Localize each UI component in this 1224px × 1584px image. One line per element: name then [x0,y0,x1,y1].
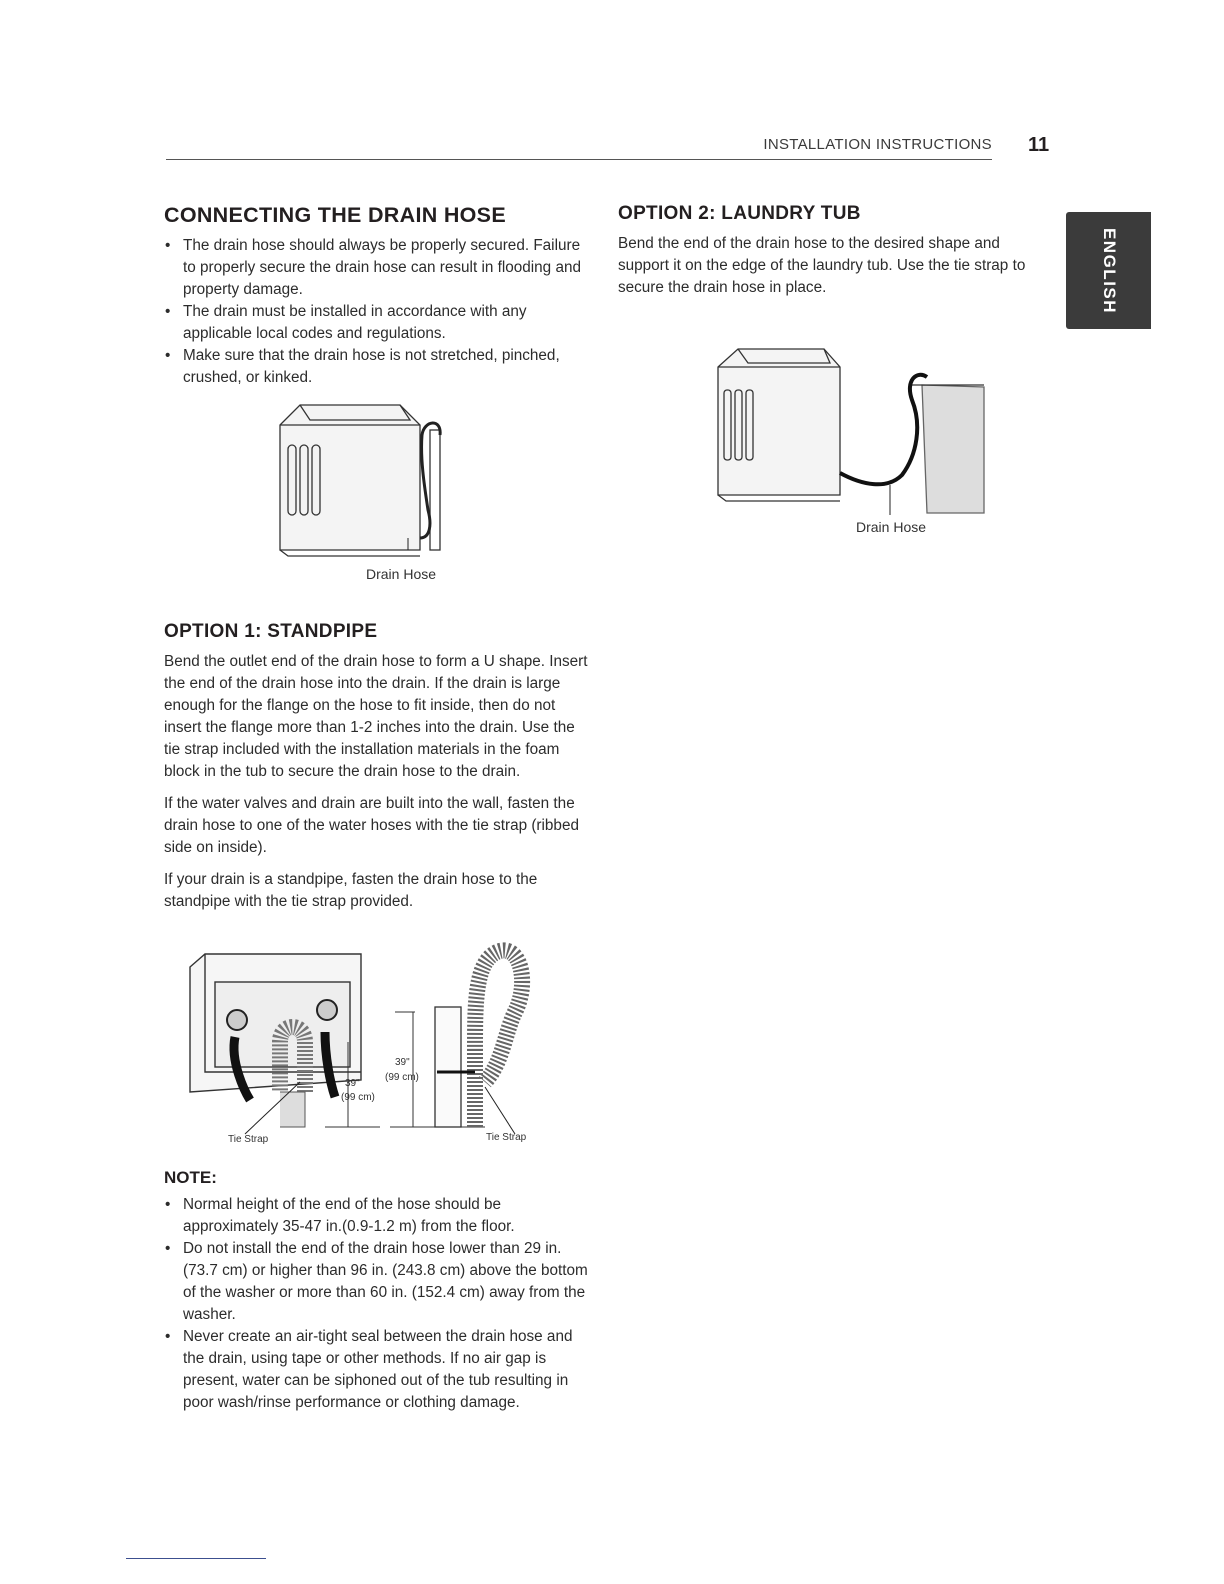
note-title: NOTE: [164,1168,217,1187]
language-tab-label: ENGLISH [1099,227,1119,314]
option2-title: OPTION 2: LAUNDRY TUB [618,203,861,224]
tie-strap-left-label: Tie Strap [228,1134,269,1145]
washer-standpipe-illustration [270,400,460,560]
dim-left-cm: (99 cm) [341,1092,375,1103]
list-item: • Make sure that the drain hose is not stretched, pinched, crushed, or kinked. [183,345,592,389]
footer-divider [126,1558,266,1559]
dim-right-inches: 39" [395,1057,410,1068]
connecting-title: CONNECTING THE DRAIN HOSE [164,203,506,227]
list-item: • Do not install the end of the drain hose lower than 29 in. (73.7 cm) or higher than 96 in. (243.8 cm) above the bottom of the washer or more than 60 in. (152.4 cm) away from the washer. [183,1238,592,1326]
list-item: • The drain must be installed in accordance with any applicable local codes and regulations. [183,301,592,345]
figure3-caption: Drain Hose [856,519,927,535]
connecting-bullets [164,235,592,389]
header-divider [166,159,992,160]
option1-title: OPTION 1: STANDPIPE [164,621,378,642]
option1-section [164,621,592,923]
option2-paragraph: Bend the end of the drain hose to the desired shape and support it on the edge of the laundry tub. Use the tie strap to secure the drain hose in place. [618,235,1026,296]
wall-box-standpipe-illustration [185,942,545,1142]
tie-strap-right-label: Tie Strap [486,1132,527,1143]
page-number: 11 [1028,134,1050,156]
list-item: • Never create an air-tight seal between the drain hose and the drain, using tape or other methods. If no air gap is present, water can be siphoned out of the tub resulting in poor wash/rinse performance or clothing damage. [183,1326,592,1414]
figure1-caption: Drain Hose [366,566,437,582]
connecting-section [164,203,592,389]
language-tab [1066,212,1151,329]
dim-right-cm: (99 cm) [385,1072,419,1083]
option1-paragraph: If your drain is a standpipe, fasten the drain hose to the standpipe with the tie strap provided. [164,871,538,910]
dim-left-inches: 39" [345,1078,360,1089]
list-item: • The drain hose should always be properly secured. Failure to properly secure the drain hose can result in flooding and property damage. [183,235,592,301]
list-item: • Normal height of the end of the hose should be approximately 35-47 in.(0.9-1.2 m) from the floor. [183,1194,592,1238]
note-bullets [164,1194,592,1414]
section-header: INSTALLATION INSTRUCTIONS [763,136,992,153]
option2-section [618,203,1044,309]
option1-paragraph: If the water valves and drain are built into the wall, fasten the drain hose to one of the water hoses with the tie strap (ribbed side on inside). [164,795,579,856]
washer-laundry-tub-illustration [712,345,992,520]
note-section [164,1168,592,1414]
option1-paragraph: Bend the outlet end of the drain hose to form a U shape. Insert the end of the drain hose into the drain. If the drain is large enough for the flange on the hose to fit inside, then do not insert the flange more than 1-2 inches into the drain. Use the tie strap included with the installation materials in the foam block in the tub to secure the drain hose to the drain. [164,653,588,780]
